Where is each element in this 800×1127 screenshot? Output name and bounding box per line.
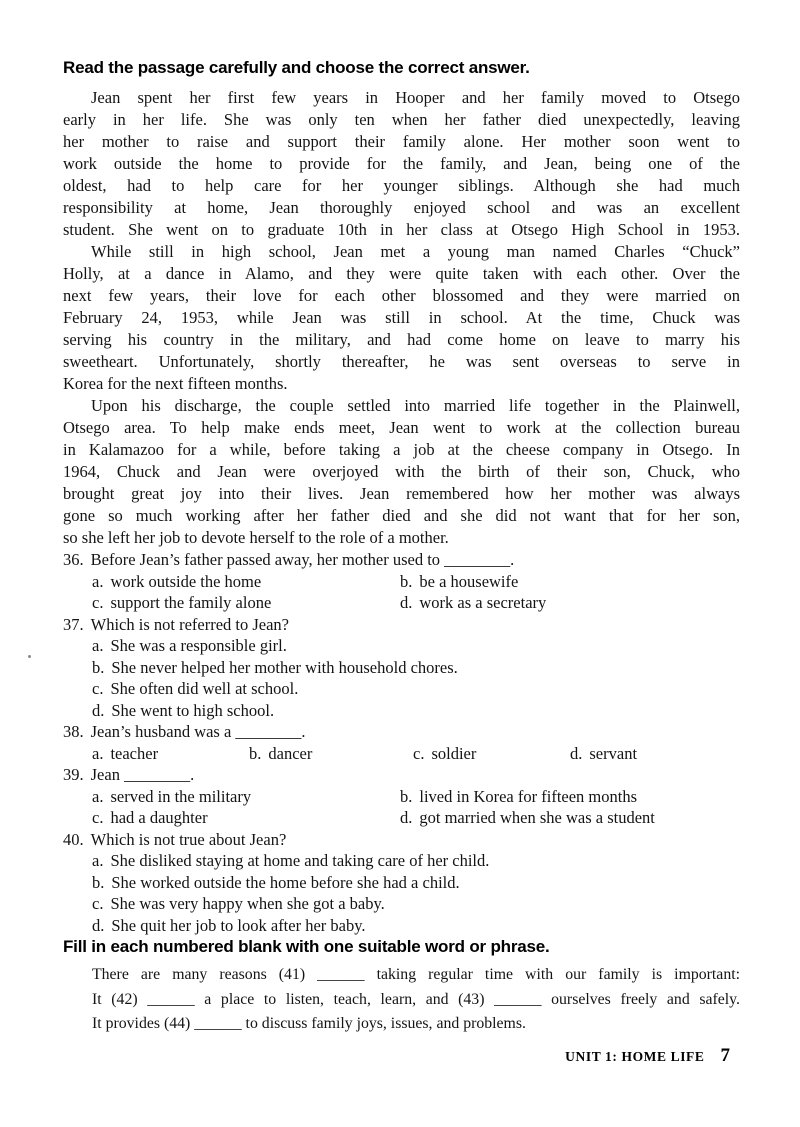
question-37: [63, 614, 740, 722]
passage-line: Korea for the next fifteen months.: [63, 374, 288, 393]
passage-line: student. She went on to graduate 10th in her class at Otsego High School in 1953.: [63, 220, 740, 239]
option-letter: b.: [400, 571, 413, 591]
passage-line: While still in high school, Jean met a young man named Charles “Chuck”: [91, 242, 740, 261]
question-options: [63, 786, 740, 829]
passage-line: early in her life. She was only ten when her father died unexpectedly, leaving: [63, 110, 740, 129]
option-b: [249, 743, 413, 765]
option-text: teacher: [110, 743, 159, 763]
question-options: [63, 635, 740, 721]
passage-paragraph-1: [63, 87, 740, 241]
passage-line: oldest, had to help care for her younger siblings. Although she had much: [63, 176, 740, 195]
passage-line: Upon his discharge, the couple settled into married life together in the Plainwell,: [91, 396, 740, 415]
question-line: [63, 721, 740, 743]
passage-line: 1964, Chuck and Jean were overjoyed with the birth of their son, Chuck, who: [63, 462, 740, 481]
question-number: 40.: [63, 829, 84, 849]
option-letter: c.: [92, 894, 104, 913]
question-text: Jean ________.: [90, 765, 195, 784]
option-a: [92, 571, 400, 593]
question-line: [63, 764, 740, 786]
question-36: [63, 549, 740, 614]
option-letter: b.: [400, 786, 413, 806]
option-d: [92, 915, 740, 937]
passage-line: her mother to raise and support their family alone. Her mother soon went to: [63, 132, 740, 151]
option-letter: a.: [92, 786, 104, 806]
fill-section-heading: Fill in each numbered blank with one suitable word or phrase.: [63, 937, 550, 956]
question-text: Which is not referred to Jean?: [90, 614, 289, 634]
option-text: She was very happy when she got a baby.: [110, 894, 385, 913]
option-text: She worked outside the home before she had a child.: [111, 872, 460, 892]
scan-artifact-dot: [28, 655, 31, 658]
option-c: [413, 743, 570, 765]
passage-line: February 24, 1953, while Jean was still in school. At the time, Chuck was: [63, 308, 740, 327]
option-c: [92, 592, 400, 614]
passage-line: in Kalamazoo for a while, before taking a job at the cheese company in Otsego. In: [63, 440, 740, 459]
question-text: Which is not true about Jean?: [90, 829, 287, 849]
passage-line: gone so much working after her father died and she did not want that for her son,: [63, 506, 740, 525]
option-letter: c.: [92, 679, 104, 698]
option-d: [570, 743, 740, 765]
passage-paragraph-3: [63, 395, 740, 549]
question-40: [63, 829, 740, 937]
questions-block: [63, 549, 740, 936]
option-letter: c.: [413, 743, 425, 763]
option-text: She quit her job to look after her baby.: [111, 915, 366, 935]
option-b: [400, 571, 740, 593]
option-d: [400, 807, 740, 829]
option-letter: b.: [249, 743, 262, 763]
option-c: [92, 893, 740, 915]
option-text: got married when she was a student: [419, 808, 655, 827]
option-letter: c.: [92, 593, 104, 612]
passage-paragraph-2: [63, 241, 740, 395]
question-line: [63, 829, 740, 851]
option-d: [400, 592, 740, 614]
question-line: [63, 614, 740, 636]
question-number: 39.: [63, 765, 84, 784]
passage-line: Jean spent her first few years in Hooper and her family moved to Otsego: [91, 88, 740, 107]
passage-line: work outside the home to provide for the family, and Jean, being one of the: [63, 154, 740, 173]
option-b: [92, 657, 740, 679]
option-letter: b.: [92, 872, 105, 892]
option-letter: d.: [92, 915, 105, 935]
question-number: 38.: [63, 722, 84, 741]
question-38: [63, 721, 740, 764]
option-text: She often did well at school.: [110, 679, 299, 698]
option-text: work as a secretary: [419, 593, 547, 612]
option-letter: d.: [570, 743, 583, 763]
option-text: lived in Korea for fifteen months: [419, 786, 638, 806]
fill-line: It provides (44) ______ to discuss family joys, issues, and problems.: [92, 1015, 526, 1032]
passage-line: next few years, their love for each other blossomed and they were married on: [63, 286, 740, 305]
option-c: [92, 678, 740, 700]
option-text: She disliked staying at home and taking care of her child.: [110, 851, 490, 870]
fill-line: There are many reasons (41) ______ taking regular time with our family is important:: [92, 966, 740, 983]
option-text: dancer: [268, 743, 313, 763]
option-text: soldier: [431, 743, 477, 763]
option-text: She was a responsible girl.: [110, 636, 287, 655]
option-letter: a.: [92, 851, 104, 870]
fill-paragraph: [63, 963, 740, 1037]
passage-line: Otsego area. To help make ends meet, Jean went to work at the collection bureau: [63, 418, 740, 437]
passage-line: Holly, at a dance in Alamo, and they were quite taken with each other. Over the: [63, 264, 740, 283]
question-options: [63, 743, 740, 765]
passage-line: brought great joy into their lives. Jean remembered how her mother was always: [63, 484, 740, 503]
question-number: 36.: [63, 550, 84, 569]
reading-section-heading: Read the passage carefully and choose the correct answer.: [63, 58, 530, 77]
option-text: servant: [589, 743, 638, 763]
option-b: [92, 872, 740, 894]
option-text: She went to high school.: [111, 700, 275, 720]
option-b: [400, 786, 740, 808]
page-footer: [63, 1045, 740, 1067]
option-letter: a.: [92, 743, 104, 763]
question-text: Before Jean’s father passed away, her mother used to ________.: [90, 550, 515, 569]
option-text: be a housewife: [419, 571, 519, 591]
question-text: Jean’s husband was a ________.: [90, 722, 306, 741]
option-letter: b.: [92, 657, 105, 677]
question-options: [63, 571, 740, 614]
option-d: [92, 700, 740, 722]
option-text: served in the military: [110, 786, 252, 806]
option-letter: a.: [92, 571, 104, 591]
option-letter: d.: [400, 593, 413, 612]
fill-line: It (42) ______ a place to listen, teach, learn, and (43) ______ ourselves freely and safely.: [92, 990, 740, 1008]
option-letter: c.: [92, 808, 104, 827]
option-text: She never helped her mother with household chores.: [111, 657, 458, 677]
option-text: support the family alone: [110, 593, 272, 612]
question-options: [63, 850, 740, 936]
passage-line: responsibility at home, Jean thoroughly enjoyed school and was an excellent: [63, 198, 740, 217]
option-letter: d.: [400, 808, 413, 827]
question-number: 37.: [63, 614, 84, 634]
passage-line: so she left her job to devote herself to the role of a mother.: [63, 528, 449, 547]
option-text: had a daughter: [110, 808, 208, 827]
question-line: [63, 549, 740, 571]
option-c: [92, 807, 400, 829]
option-text: work outside the home: [110, 571, 262, 591]
option-letter: d.: [92, 700, 105, 720]
passage-line: serving his country in the military, and had come home on leave to marry his: [63, 330, 740, 349]
passage-line: sweetheart. Unfortunately, shortly thereafter, he was sent overseas to serve in: [63, 352, 740, 371]
option-a: [92, 743, 249, 765]
footer-page-number: 7: [720, 1044, 730, 1066]
question-39: [63, 764, 740, 829]
page-content: [63, 57, 740, 1067]
footer-unit-label: UNIT 1: HOME LIFE: [565, 1048, 705, 1064]
option-a: [92, 786, 400, 808]
option-a: [92, 850, 740, 872]
option-letter: a.: [92, 636, 104, 655]
option-a: [92, 635, 740, 657]
